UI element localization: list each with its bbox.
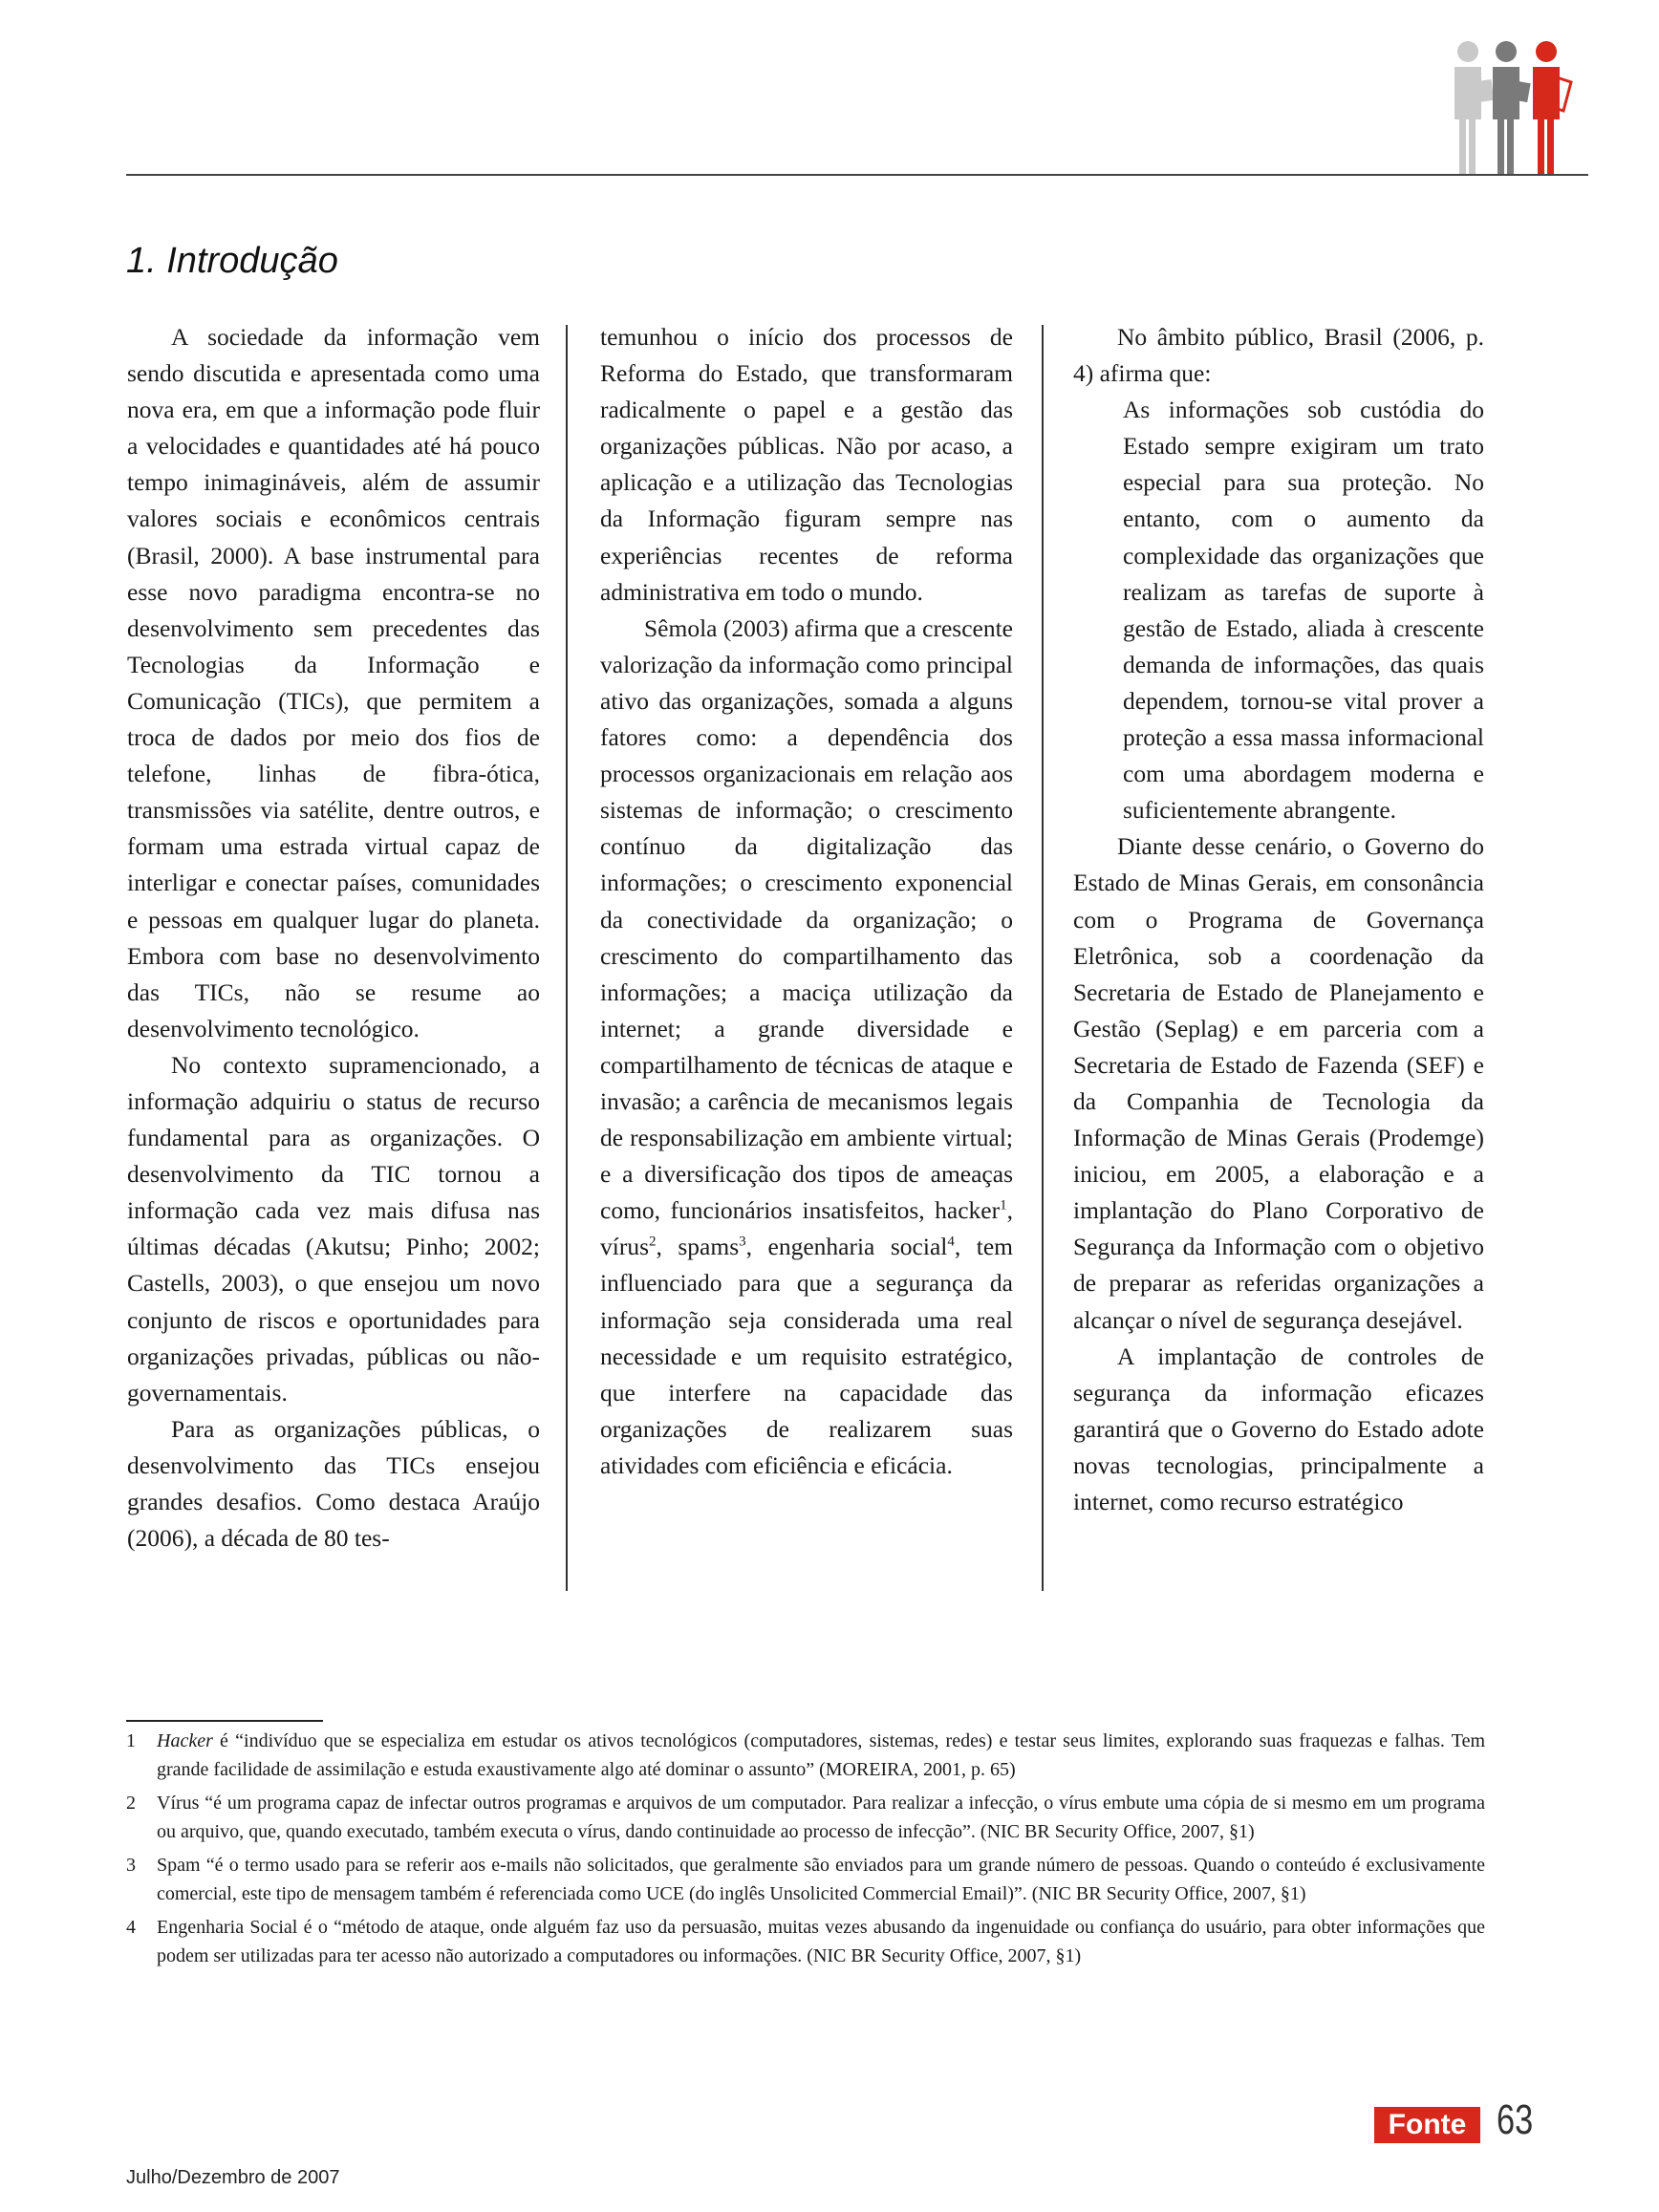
footnote-ref[interactable]: 3 xyxy=(739,1234,746,1250)
paragraph: No âmbito público, Brasil (2006, p. 4) afirma que: xyxy=(1073,323,1484,388)
section-title: 1. Introdução xyxy=(126,241,338,281)
three-people-icon xyxy=(1447,38,1581,177)
footer-date: Julho/Dezembro de 2007 xyxy=(126,2167,340,2188)
column-divider xyxy=(1042,325,1044,1591)
paragraph: A implantação de controles de segurança da informação eficazes garantirá que o Governo do Estado adote novas tecnologias, principalmente a internet, como recurso estratégico xyxy=(1073,1342,1484,1515)
block-quote: As informações sob custódia do Estado sempre exigiram um trato especial para sua proteção. No entanto, com o aumento da complexidade das organizações que realizam as tarefas de suporte à gestão de Estado, aliada à crescente demanda de informações, das quais dependem, tornou-se vital prover a proteção a essa massa informacional com uma abordagem moderna e suficientemente abrangente. xyxy=(1123,396,1484,825)
column-divider xyxy=(566,325,568,1591)
footnote-text: Engenharia Social é o “método de ataque, onde alguém faz uso da persuasão, muitas vezes abusando da ingenuidade ou confiança do usuário, para obter informações que podem ser utilizadas para ter acesso não autorizado a computadores ou informações. (NIC BR Security Office, 2007, §1) xyxy=(157,1917,1485,1966)
text-column-2 xyxy=(600,319,1013,1484)
footnote-number: 2 xyxy=(126,1793,136,1814)
footnote-ref[interactable]: 2 xyxy=(649,1234,657,1250)
footnote xyxy=(126,1728,1485,1784)
header-rule xyxy=(126,174,1588,176)
text-column-1 xyxy=(127,319,540,1557)
paragraph: Para as organizações públicas, o desenvolvimento das TICs ensejou grandes desafios. Como destaca Araújo (2006), a década de 80 tes- xyxy=(127,1414,540,1553)
footnote-ref[interactable]: 1 xyxy=(1000,1197,1007,1213)
footnote-term: Hacker xyxy=(157,1730,213,1751)
paragraph: Diante desse cenário, o Governo do Estado de Minas Gerais, em consonância com o Programa de Governança Eletrônica, sob a coordenação da Secretaria de Estado de Planejamento e Gestão (Seplag) e em parceria com a Secretaria de Estado de Fazenda (SEF) e da Companhia de Tecnologia da Informação de Minas Gerais (Prodemge) iniciou, em 2005, a elaboração e a implantação do Plano Corporativo de Segurança da Informação com o objetivo de preparar as referidas organizações a alcançar o nível de segurança desejável. xyxy=(1073,832,1484,1334)
footnote-number: 1 xyxy=(126,1730,136,1751)
footnote xyxy=(126,1914,1485,1970)
footnote-text: Vírus “é um programa capaz de infectar outros programas e arquivos de um computador. Para realizar a infecção, o vírus embute uma cópia de si mesmo em um programa ou arquivo, que, quando executado, também executa o vírus, dando continuidade ao processo de infecção”. (NIC BR Security Office, 2007, §1) xyxy=(157,1793,1485,1842)
brand-logo: Fonte xyxy=(1374,2107,1480,2143)
footnote-rule xyxy=(126,1720,323,1722)
paragraph: Sêmola (2003) afirma que a crescente valorização da informação como principal ativo das organizações, somada a alguns fatores como: a dependência dos processos organizacionais em relação aos sistemas de informação; o crescimento contínuo da digitalização das informações; o crescimento exponencial da conectividade da organização; o crescimento do compartilhamento das informações; a maciça utilização da internet; a grande diversidade e compartilhamento de técnicas de ataque e invasão; a carência de mecanismos legais de responsabilização em ambiente virtual; e a diversificação dos tipos de ameaças como, funcionários insatisfeitos, hacker$^1$, vírus$^2$, spams$^3$, engenharia social$^4$, tem influenciado para que a segurança da informação seja considerada uma real necessidade e um requisito estratégico, que interfere na capacidade das organizações de realizarem suas atividades com eficiência e eficácia. xyxy=(600,613,1013,1479)
footnote-text: é “indivíduo que se especializa em estudar os ativos tecnológicos (computadores, sistemas, redes) e testar seus limites, explorando suas fraquezas e falhas. Tem grande facilidade de assimilação e estuda exaustivamente algo até dominar o assunto” (MOREIRA, 2001, p. 65) xyxy=(157,1730,1485,1780)
page-number: 63 xyxy=(1497,2096,1534,2143)
footnote-number: 3 xyxy=(126,1855,136,1876)
footnote-ref[interactable]: 4 xyxy=(947,1234,955,1250)
text-column-3 xyxy=(1073,319,1484,1520)
paragraph: A sociedade da informação vem sendo discutida e apresentada como uma nova era, em que a informação pode fluir a velocidades e quantidades até há pouco tempo inimagináveis, além de assumir valores sociais e econômicos centrais (Brasil, 2000). A base instrumental para esse novo paradigma encontra-se no desenvolvimento sem precedentes das Tecnologias da Informação e Comunicação (TICs), que permitem a troca de dados por meio dos fios de telefone, linhas de fibra-ótica, transmissões via satélite, dentre outros, e formam uma estrada virtual capaz de interligar e conectar países, comunidades e pessoas em qualquer lugar do planeta. Embora com base no desenvolvimento das TICs, não se resume ao desenvolvimento tecnológico. xyxy=(127,323,540,1042)
paragraph: temunhou o início dos processos de Reforma do Estado, que transformaram radicalmente o papel e a gestão das organizações públicas. Não por acaso, a aplicação e a utilização das Tecnologias da Informação figuram sempre nas experiências recentes de reforma administrativa em todo o mundo. xyxy=(600,323,1013,606)
footnotes xyxy=(126,1728,1485,1976)
footnote-text: Spam “é o termo usado para se referir aos e-mails não solicitados, que geralmente são enviados para um grande número de pessoas. Quando o conteúdo é exclusivamente comercial, este tipo de mensagem também é referenciada como UCE (do inglês Unsolicited Commercial Email)”. (NIC BR Security Office, 2007, §1) xyxy=(157,1855,1485,1904)
footnote xyxy=(126,1790,1485,1846)
paragraph: No contexto supramencionado, a informação adquiriu o status de recurso fundamental para as organizações. O desenvolvimento da TIC tornou a informação cada vez mais difusa nas últimas décadas (Akutsu; Pinho; 2002; Castells, 2003), o que ensejou um novo conjunto de riscos e oportunidades para organizações privadas, públicas ou não-governamentais. xyxy=(127,1050,540,1407)
footnote-number: 4 xyxy=(126,1917,136,1938)
footnote xyxy=(126,1852,1485,1908)
